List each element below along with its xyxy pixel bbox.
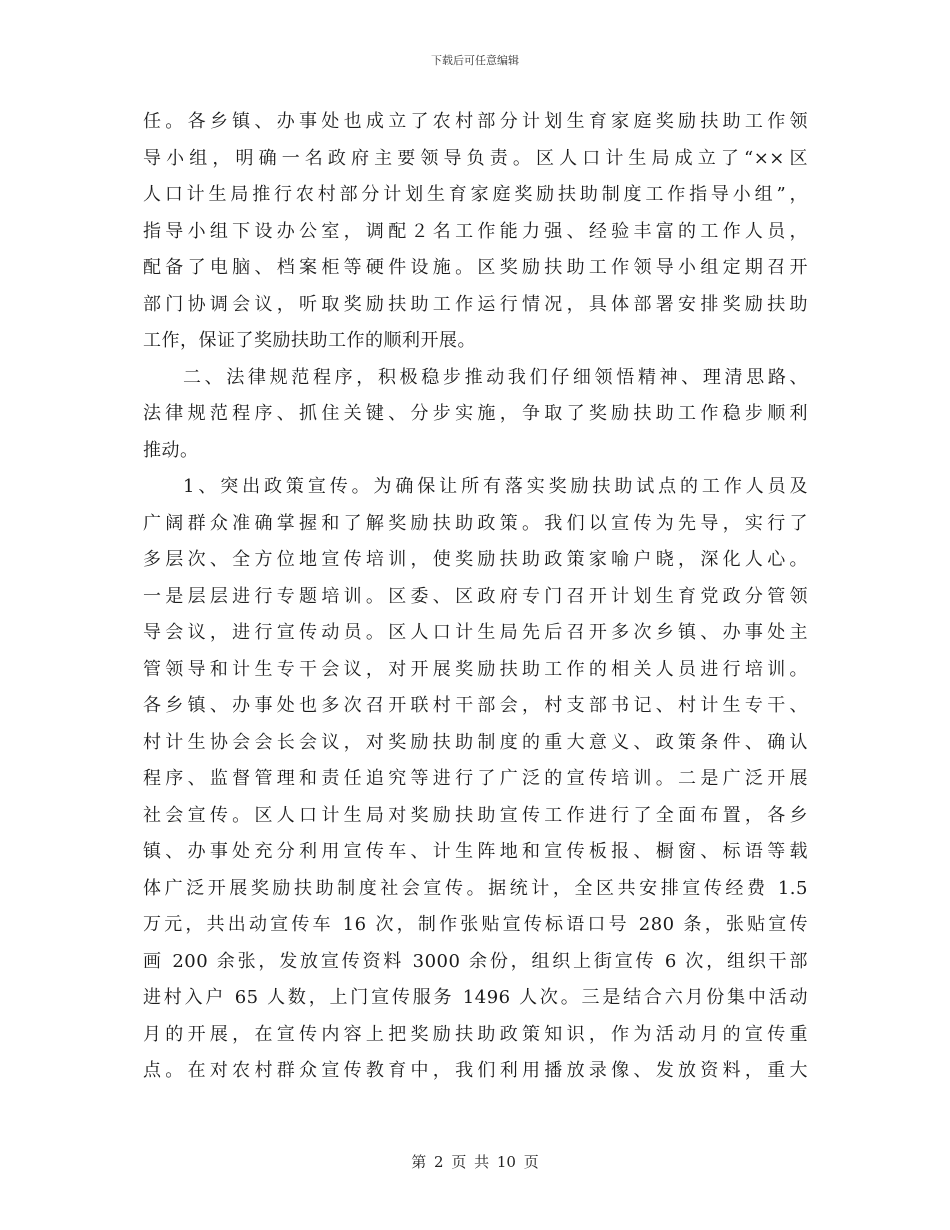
- body-line: 体广泛开展奖励扶助制度社会宣传。据统计，全区共安排宣传经费 1.5: [143, 877, 808, 899]
- body-line: 二、法律规范程序，积极稳步推动我们仔细领悟精神、理清思路、: [183, 366, 808, 388]
- body-line: 1、突出政策宣传。为确保让所有落实奖励扶助试点的工作人员及: [183, 476, 808, 497]
- body-line: 导小组，明确一名政府主要领导负责。区人口计生局成立了“××区: [143, 147, 808, 169]
- body-line: 万元，共出动宣传车 16 次，制作张贴宣传标语口号 280 条，张贴宣传: [143, 914, 808, 935]
- body-line: 部门协调会议，听取奖励扶助工作运行情况，具体部署安排奖励扶助: [143, 293, 808, 315]
- body-line: 任。各乡镇、办事处也成立了农村部分计划生育家庭奖励扶助工作领: [143, 111, 808, 132]
- body-line: 点。在对农村群众宣传教育中，我们利用播放录像、发放资料，重大: [143, 1060, 808, 1081]
- body-line: 镇、办事处充分利用宣传车、计生阵地和宣传板报、橱窗、标语等载: [143, 841, 808, 862]
- page-header-note: 下载后可任意编辑: [431, 54, 519, 67]
- body-line: 配备了电脑、档案柜等硬件设施。区奖励扶助工作领导小组定期召开: [143, 257, 808, 278]
- body-line: 各乡镇、办事处也多次召开联村干部会，村支部书记、村计生专干、: [143, 695, 808, 716]
- page-number-footer: 第 2 页 共 10 页: [411, 1153, 539, 1171]
- body-line: 画 200 余张，发放宣传资料 3000 余份，组织上街宣传 6 次，组织干部: [143, 950, 808, 972]
- body-line: 程序、监督管理和责任追究等进行了广泛的宣传培训。二是广泛开展: [143, 768, 808, 789]
- body-line: 村计生协会会长会议，对奖励扶助制度的重大意义、政策条件、确认: [143, 731, 808, 753]
- body-line: 指导小组下设办公室，调配２名工作能力强、经验丰富的工作人员，: [143, 220, 808, 242]
- body-line: 推动。: [143, 439, 199, 461]
- body-line: 一是层层进行专题培训。区委、区政府专门召开计划生育党政分管领: [143, 585, 808, 607]
- body-line: 进村入户 65 人数，上门宣传服务 1496 人次。三是结合六月份集中活动: [143, 987, 808, 1008]
- body-line: 管领导和计生专干会议，对开展奖励扶助工作的相关人员进行培训。: [143, 658, 808, 680]
- body-line: 多层次、全方位地宣传培训，使奖励扶助政策家喻户晓，深化人心。: [143, 549, 808, 570]
- body-line: 导会议，进行宣传动员。区人口计生局先后召开多次乡镇、办事处主: [143, 622, 808, 643]
- body-line: 社会宣传。区人口计生局对奖励扶助宣传工作进行了全面布置，各乡: [143, 804, 808, 826]
- body-line: 工作，保证了奖励扶助工作的顺利开展。: [143, 330, 476, 351]
- body-line: 人口计生局推行农村部分计划生育家庭奖励扶助制度工作指导小组”，: [143, 184, 808, 205]
- body-line: 广阔群众准确掌握和了解奖励扶助政策。我们以宣传为先导，实行了: [143, 512, 808, 534]
- document-body: [143, 104, 808, 1090]
- body-line: 月的开展，在宣传内容上把奖励扶助政策知识，作为活动月的宣传重: [143, 1023, 808, 1045]
- body-line: 法律规范程序、抓住关键、分步实施，争取了奖励扶助工作稳步顺利: [143, 403, 808, 424]
